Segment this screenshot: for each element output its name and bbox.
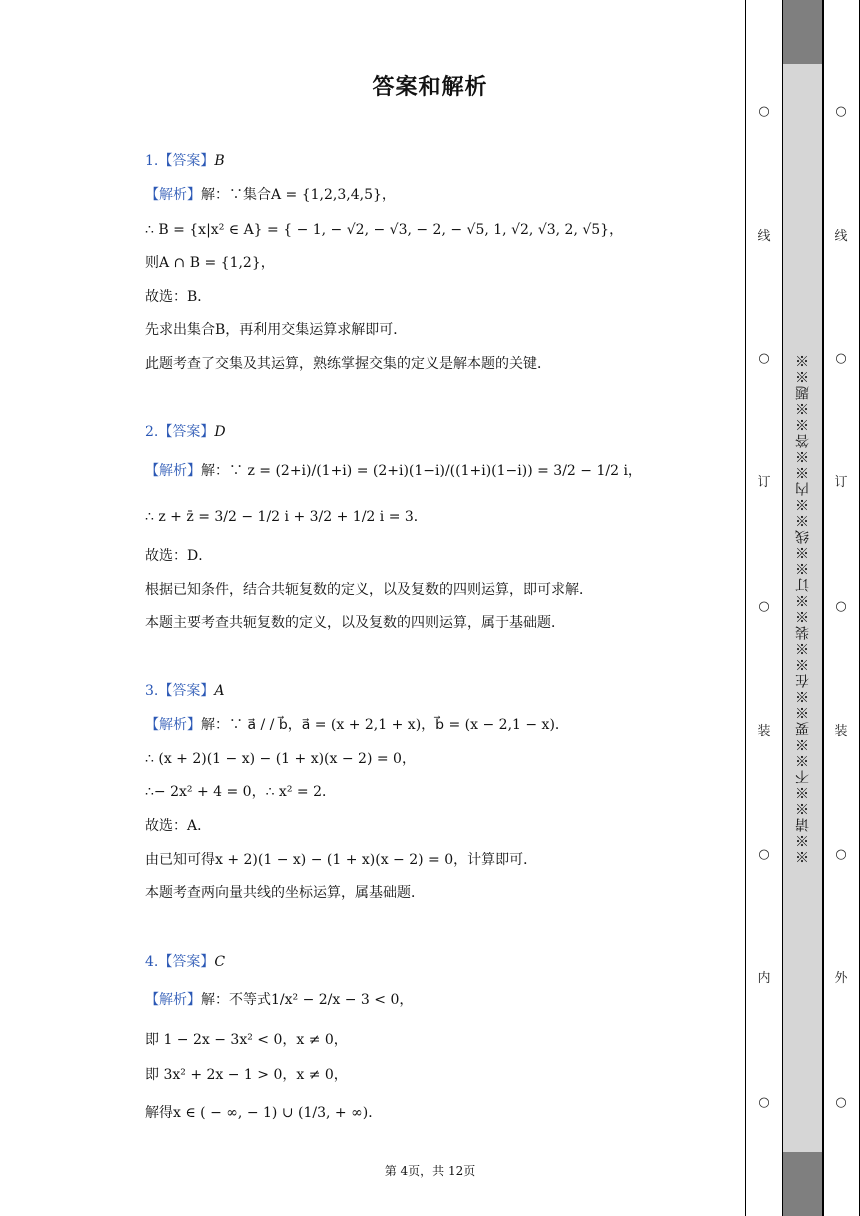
inner-mark-2: ○ <box>758 351 770 366</box>
outer-mark-8: ○ <box>835 1095 847 1110</box>
q2-line-4: 根据已知条件，结合共轭复数的定义，以及复数的四则运算，即可求解． <box>145 582 593 598</box>
q2-line-5: 本题主要考查共轭复数的定义，以及复数的四则运算，属于基础题． <box>145 615 565 631</box>
inner-mark-8: ○ <box>758 1095 770 1110</box>
inner-mark-7: 内 <box>757 971 771 986</box>
q1-line-5: 先求出集合B，再利用交集运算求解即可． <box>145 322 408 338</box>
q2-header: 2.【答案】D <box>145 424 226 440</box>
inner-mark-6: ○ <box>758 847 770 862</box>
outer-mark-2: ○ <box>835 351 847 366</box>
outer-mark-5: 装 <box>834 724 848 739</box>
q3-line-3: ∴− 2x² + 4 = 0，∴ x² = 2． <box>145 784 336 800</box>
page-title: 答案和解析 <box>372 74 488 100</box>
q1-answer: B <box>214 153 225 169</box>
q3-header: 3.【答案】A <box>145 683 225 699</box>
outer-mark-6: ○ <box>835 847 847 862</box>
inner-mark-3: 订 <box>757 475 771 490</box>
q1-line-3: 则A ∩ B = {1,2}， <box>145 255 275 271</box>
outer-mark-7: 外 <box>834 971 848 986</box>
outer-mark-0: ○ <box>835 104 847 119</box>
outer-mark-3: 订 <box>834 475 848 490</box>
outer-binding-strip <box>822 0 860 1216</box>
q3-line-6: 本题考查两向量共线的坐标运算，属基础题． <box>145 885 425 901</box>
binding-notice-text: ※※请※※不※※要※※在※※装※※订※※线※※内※※答※※题※※ <box>795 352 811 864</box>
q1-answer-label: 【答案】 <box>158 153 215 169</box>
q1-header <box>145 151 225 171</box>
q1-line-2: ∴ B = {x|x² ∈ A} = { − 1, − √2, − √3, − 2, − √5, 1, √2, √3, 2, √5}， <box>145 222 624 238</box>
q2-line-1: 【解析】解：∵ z = (2+i)/(1+i) = (2+i)(1−i)/((1+i)(1−i)) = 3/2 − 1/2 i， <box>145 463 642 479</box>
outer-mark-4: ○ <box>835 599 847 614</box>
q1-number: 1. <box>145 153 159 169</box>
q4-line-2: 即 1 − 2x − 3x² < 0，x ≠ 0， <box>145 1032 348 1048</box>
q3-line-2: ∴ (x + 2)(1 − x) − (1 + x)(x − 2) = 0， <box>145 751 416 767</box>
q1-line-6: 此题考查了交集及其运算，熟练掌握交集的定义是解本题的关键． <box>145 356 551 372</box>
q2-line-3: 故选：D． <box>145 548 213 564</box>
outer-mark-1: 线 <box>834 229 848 244</box>
q3-line-1: 【解析】解：∵ a⃗ / / b⃗，a⃗ = (x + 2,1 + x)，b⃗ = (x − 2,1 − x)． <box>145 717 569 733</box>
q1-line-4: 故选：B． <box>145 289 212 305</box>
page-footer: 第 4页，共 12页 <box>384 1164 476 1178</box>
q4-line-3: 即 3x² + 2x − 1 > 0，x ≠ 0， <box>145 1067 348 1083</box>
q4-line-1: 【解析】解：不等式1/x² − 2/x − 3 < 0， <box>145 992 414 1008</box>
q4-header: 4.【答案】C <box>145 954 226 970</box>
inner-mark-4: ○ <box>758 599 770 614</box>
inner-mark-5: 装 <box>757 724 771 739</box>
inner-mark-0: ○ <box>758 104 770 119</box>
q3-line-5: 由已知可得x + 2)(1 − x) − (1 + x)(x − 2) = 0，计算即可． <box>145 852 538 868</box>
inner-binding-strip <box>745 0 783 1216</box>
inner-mark-1: 线 <box>757 229 771 244</box>
binding-notice-strip <box>782 0 824 1216</box>
q2-line-2: ∴ z + z̄ = 3/2 − 1/2 i + 3/2 + 1/2 i = 3． <box>145 509 428 525</box>
q1-line-1: 【解析】解：∵集合A = {1,2,3,4,5}， <box>145 187 396 203</box>
q4-line-4: 解得x ∈ ( − ∞, − 1) ∪ (1/3, + ∞)． <box>145 1105 383 1121</box>
q3-line-4: 故选：A． <box>145 818 212 834</box>
